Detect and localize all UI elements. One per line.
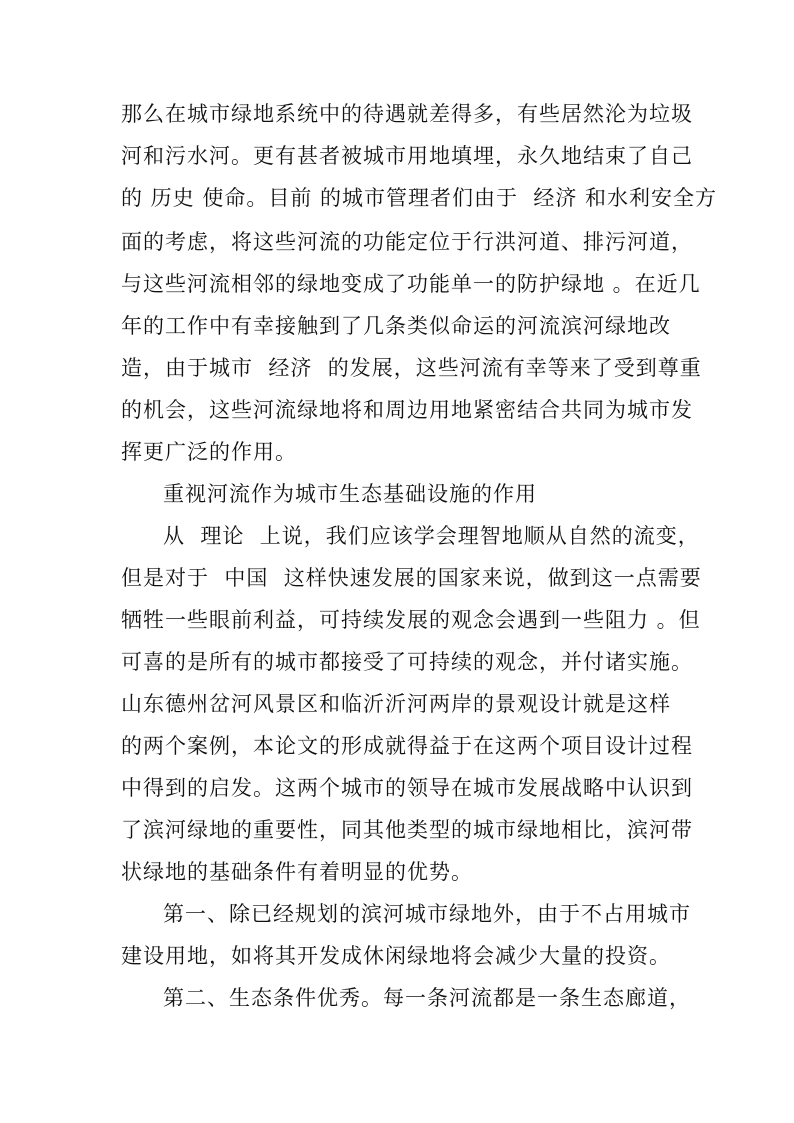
text-line: 的 历史 使命。目前 的城市管理者们由于 经济 和水利安全方 — [121, 186, 718, 210]
text-line: 了滨河绿地的重要性，同其他类型的城市绿地相比，滨河带 — [121, 818, 693, 842]
text-line: 与这些河流相邻的绿地变成了功能单一的防护绿地 。在近几 — [121, 272, 701, 296]
section-heading: 重视河流作为城市生态基础设施的作用 — [163, 482, 537, 506]
text-line: 山东德州岔河风景区和临沂沂河两岸的景观设计就是这样 — [121, 692, 671, 716]
text-line: 造，由于城市 经济 的发展，这些河流有幸等来了受到尊重 — [121, 356, 702, 380]
text-line: 状绿地的基础条件有着明显的优势。 — [121, 860, 473, 884]
text-line: 但是对于 中国 这样快速发展的国家来说，做到这一点需要 — [121, 566, 702, 590]
text-line: 的机会，这些河流绿地将和周边用地紧密结合共同为城市发 — [121, 398, 693, 422]
text-line: 年的工作中有幸接触到了几条类似命运的河流滨河绿地改 — [121, 314, 671, 338]
text-line: 建设用地，如将其开发成休闲绿地将会减少大量的投资。 — [121, 944, 671, 968]
text-line: 牺牲一些眼前利益，可持续发展的观念会遇到一些阻力 。但 — [121, 608, 701, 632]
text-line: 那么在城市绿地系统中的待遇就差得多，有些居然沦为垃圾 — [121, 102, 693, 126]
text-line: 面的考虑，将这些河流的功能定位于行洪河道、排污河道， — [121, 230, 693, 254]
text-line: 第二、生态条件优秀。每一条河流都是一条生态廊道， — [163, 986, 691, 1010]
text-line: 中得到的启发。这两个城市的领导在城市发展战略中认识到 — [121, 776, 693, 800]
text-line: 从 理论 上说，我们应该学会理智地顺从自然的流变， — [163, 524, 700, 548]
text-line: 第一、除已经规划的滨河城市绿地外，由于不占用城市 — [163, 902, 691, 926]
text-line: 挥更广泛的作用。 — [121, 440, 297, 464]
text-line: 的两个案例，本论文的形成就得益于在这两个项目设计过程 — [121, 734, 693, 758]
text-line: 可喜的是所有的城市都接受了可持续的观念，并付诸实施。 — [121, 650, 693, 674]
text-line: 河和污水河。更有甚者被城市用地填埋，永久地结束了自己 — [121, 144, 693, 168]
